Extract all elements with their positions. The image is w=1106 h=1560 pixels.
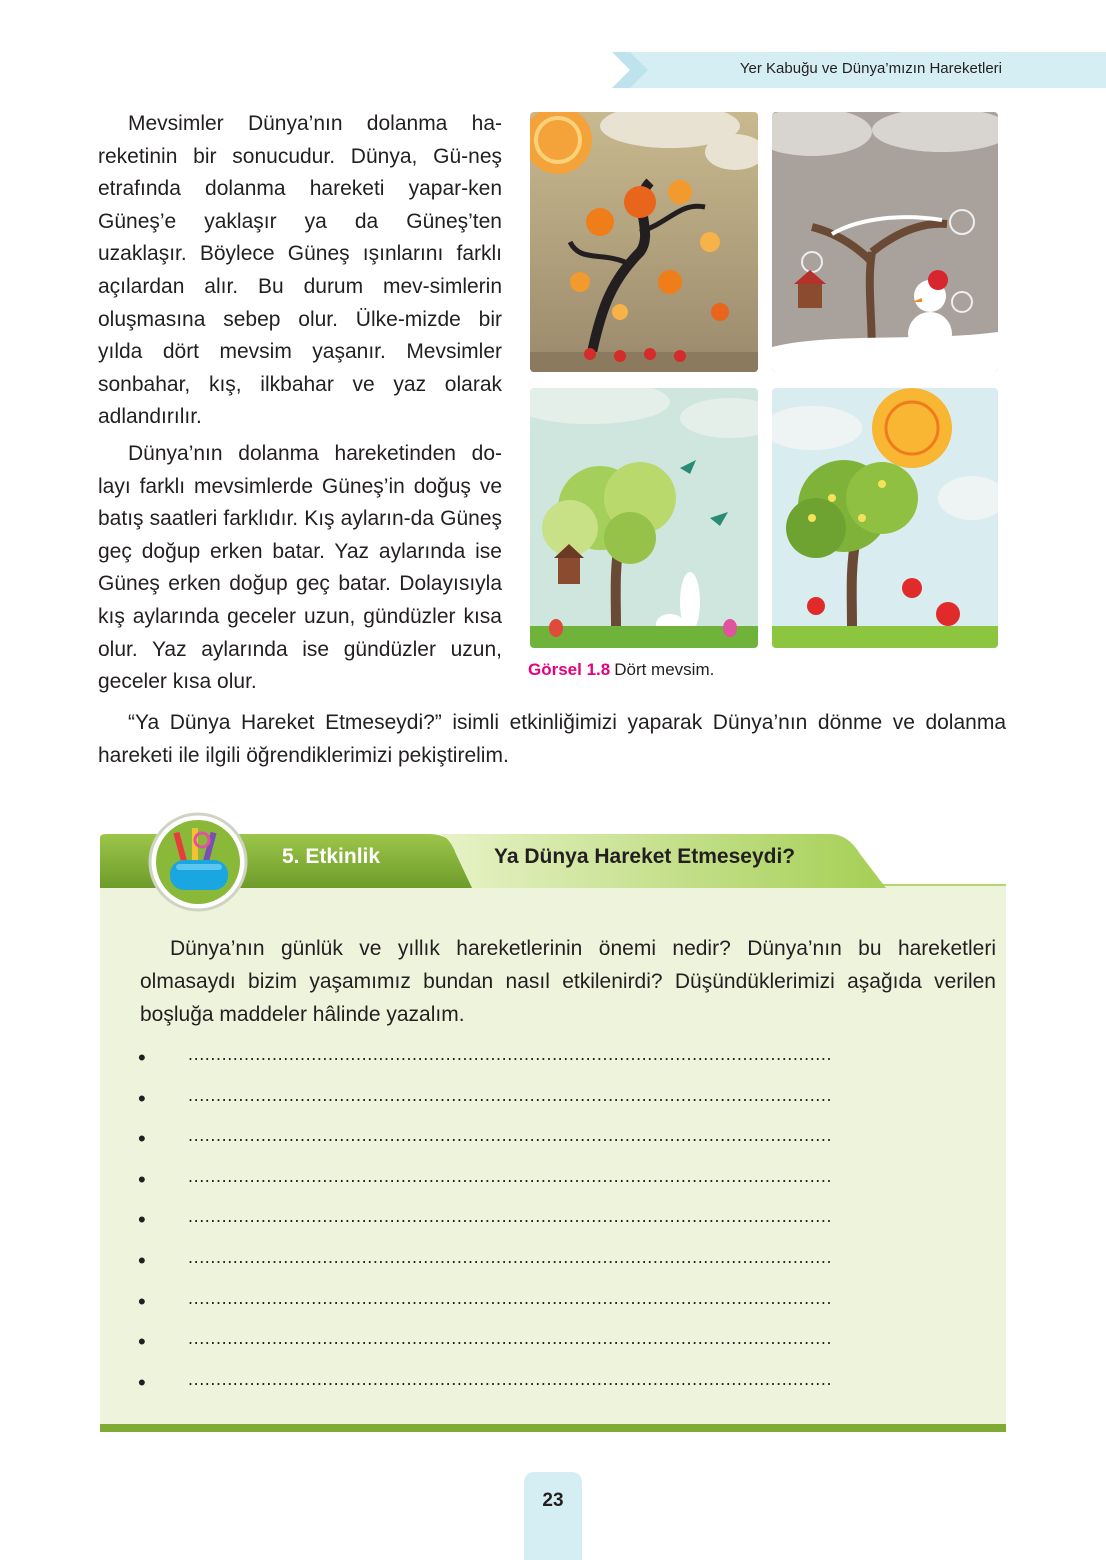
dotted-blank: ................................................................................................................... bbox=[188, 1328, 833, 1349]
summer-illustration bbox=[772, 388, 998, 648]
bullet: • bbox=[138, 1085, 146, 1111]
dotted-blank: ................................................................................................................... bbox=[188, 1246, 833, 1267]
answer-line[interactable] bbox=[138, 1326, 990, 1367]
bullet: • bbox=[138, 1126, 146, 1152]
answer-line[interactable] bbox=[138, 1164, 990, 1205]
paragraph-activity-intro: “Ya Dünya Hareket Etmeseydi?” isimli etkinliğimizi yaparak Dünya’nın dönme ve dolanma hareketi ile ilgili öğrendiklerimizi pekiştirelim. bbox=[98, 711, 1006, 767]
bullet: • bbox=[138, 1288, 146, 1314]
dotted-blank: ................................................................................................................... bbox=[188, 1165, 833, 1186]
dotted-blank: ................................................................................................................... bbox=[188, 1287, 833, 1308]
figure-caption-text: Dört mevsim. bbox=[614, 660, 715, 679]
dotted-blank: ................................................................................................................... bbox=[188, 1084, 833, 1105]
bullet: • bbox=[138, 1207, 146, 1233]
bullet: • bbox=[138, 1166, 146, 1192]
activity-number: 5. Etkinlik bbox=[282, 845, 381, 868]
dotted-blank: ................................................................................................................... bbox=[188, 1368, 833, 1389]
dotted-blank: ................................................................................................................... bbox=[188, 1044, 833, 1064]
figure-label: Görsel 1.8 bbox=[528, 660, 611, 679]
bullet: • bbox=[138, 1329, 146, 1355]
dotted-blank: ................................................................................................................... bbox=[188, 1206, 833, 1227]
bullet: • bbox=[138, 1369, 146, 1395]
page-number-tab bbox=[524, 1472, 582, 1560]
running-header: Yer Kabuğu ve Dünya’mızın Hareketleri bbox=[739, 60, 1002, 77]
answer-line[interactable] bbox=[138, 1204, 990, 1245]
dotted-blank: ................................................................................................................... bbox=[188, 1125, 833, 1146]
figure-caption bbox=[528, 660, 714, 680]
activity-title: Ya Dünya Hareket Etmeseydi? bbox=[494, 845, 796, 868]
paragraph-sunrise-sunset: Dünya’nın dolanma hareketinden do-layı farklı mevsimlerde Güneş’in doğuş ve batış saatleri farklıdır. Kış ayların-da Güneş geç doğup erken batar. Yaz aylarında ise Güneş erken doğup geç batar. Dolayısıyla kış aylarında geceler uzun, gündüzler kısa olur. Yaz aylarında ise gündüzler uzun, geceler kısa olur. bbox=[98, 442, 502, 694]
page-number: 23 bbox=[542, 1490, 564, 1511]
answer-line[interactable] bbox=[138, 1367, 990, 1408]
answer-line[interactable] bbox=[138, 1245, 990, 1286]
bullet: • bbox=[138, 1247, 146, 1273]
autumn-illustration bbox=[530, 112, 758, 372]
answer-lines bbox=[138, 1042, 990, 1407]
answer-line[interactable] bbox=[138, 1286, 990, 1327]
paragraph-seasons: Mevsimler Dünya’nın dolanma ha-reketinin bir sonucudur. Dünya, Gü-neş etrafında dolanma hareketi yapar-ken Güneş’e yaklaşır ya da Güneş’ten uzaklaşır. Böylece Güneş ışınlarını farklı açılardan alır. Bu durum mev-simlerin oluşmasına sebep olur. Ülke-mizde bir yılda dört mevsim yaşanır. Mevsimler sonbahar, kış, ilkbahar ve yaz olarak adlandırılır. bbox=[98, 112, 502, 429]
answer-line[interactable] bbox=[138, 1123, 990, 1164]
winter-illustration bbox=[772, 112, 998, 372]
pencil-case-icon bbox=[148, 812, 248, 917]
answer-line[interactable] bbox=[138, 1042, 990, 1083]
activity-bottom-bar bbox=[100, 1424, 1006, 1432]
answer-line[interactable] bbox=[138, 1083, 990, 1124]
activity-question: Dünya’nın günlük ve yıllık hareketlerinin önemi nedir? Dünya’nın bu hareketleri olmasaydı bizim yaşamımız bundan nasıl etkilenirdi? Düşündüklerimizi aşağıda verilen boşluğa maddeler hâlinde yazalım. bbox=[140, 937, 996, 1026]
bullet: • bbox=[138, 1045, 146, 1070]
spring-illustration bbox=[530, 388, 758, 648]
